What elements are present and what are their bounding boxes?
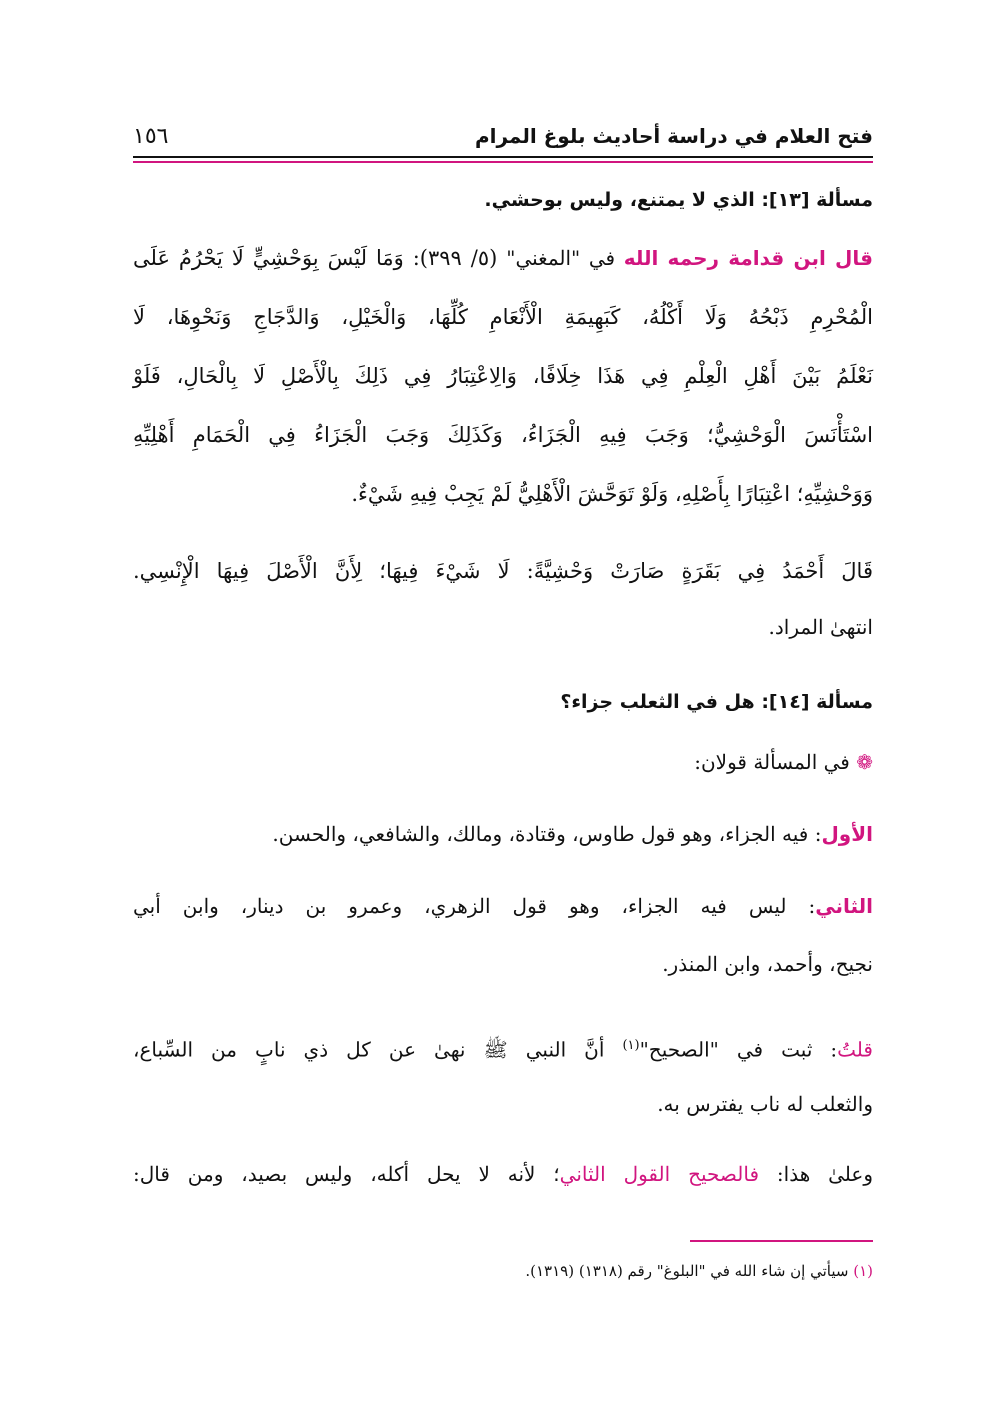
book-reference: "البلوغ" xyxy=(656,1262,706,1280)
footnote-text: رقم (١٣١٨) (١٣١٩). xyxy=(525,1262,657,1280)
conclusion xyxy=(133,1158,873,1190)
intro-text: في المسألة قولان: xyxy=(694,750,850,774)
text-fragment: ؛ لأنه لا يحل أكله، وليس بصيد، ومن قال: xyxy=(133,1162,560,1186)
text-fragment: وعلىٰ هذا: xyxy=(759,1162,874,1186)
page-header xyxy=(133,116,873,156)
first-opinion-label: الأول xyxy=(821,822,873,846)
footnote-rule xyxy=(690,1240,873,1242)
quote-line: قَالَ أَحْمَدُ فِي بَقَرَةٍ صَارَتْ وَحْشِيَّةً: لَا شَيْءَ فِيهَا؛ لِأَنَّ الْأَصْلَ فِيهَا الْإِنْسِي. xyxy=(133,559,873,583)
quote-line: وَوَحْشِيِّهِ؛ اعْتِبَارًا بِأَصْلِهِ، وَلَوْ تَوَحَّشَ الْأَهْلِيُّ لَمْ يَجِبْ فِيهِ شَيْءٌ. xyxy=(351,482,873,506)
second-opinion-label: الثاني xyxy=(815,894,873,918)
end-marker: انتهىٰ المراد. xyxy=(768,615,873,639)
author-name: قال ابن قدامة رحمه الله xyxy=(623,246,874,270)
second-opinion-cont: نجيح، وأحمد، وابن المنذر. xyxy=(662,952,873,976)
issue-14-heading: مسألة [١٤]: هل في الثعلب جزاء؟ xyxy=(560,691,873,713)
preferred-opinion: فالصحيح القول الثاني xyxy=(559,1162,760,1186)
footnote-text: سيأتي إن شاء الله في xyxy=(705,1262,854,1280)
author-view-cont: والثعلب له ناب يفترس به. xyxy=(657,1092,873,1116)
paragraph-line xyxy=(133,242,873,274)
text-fragment: في xyxy=(580,246,624,270)
book-reference: "المغني" xyxy=(506,246,581,270)
text-fragment: : ثبت في xyxy=(718,1037,838,1062)
issue-13-heading: مسألة [١٣]: الذي لا يمتنع، وليس بوحشي. xyxy=(484,189,873,211)
footnote-marker[interactable]: (١) xyxy=(622,1038,640,1053)
author-view xyxy=(133,1030,873,1066)
header-rule-pink xyxy=(133,161,873,163)
running-title: فتح العلام في دراسة أحاديث بلوغ المرام xyxy=(474,124,873,148)
second-opinion-text: : ليس فيه الجزاء، وهو قول الزهري، وعمرو بن دينار، وابن أبي xyxy=(133,894,816,918)
qult-label: قلتُ xyxy=(837,1037,873,1062)
footnote xyxy=(133,1258,873,1284)
flower-ornament-icon: ❁ xyxy=(856,750,873,774)
text-fragment: أنَّ النبي ﷺ نهىٰ عن كل ذي نابٍ من السِّباع، xyxy=(133,1037,623,1062)
quote-line: اسْتَأْنَسَ الْوَحْشِيُّ؛ وَجَبَ فِيهِ الْجَزَاءُ، وَكَذَلِكَ وَجَبَ الْجَزَاءُ فِي الْحَمَامِ أَهْلِيِّهِ xyxy=(133,423,873,447)
second-opinion xyxy=(133,890,873,922)
footnote-number: (١) xyxy=(853,1262,873,1280)
header-rule-black xyxy=(133,156,873,158)
quote-line: الْمُحْرِمِ ذَبْحُهُ وَلَا أَكْلُهُ، كَبَهِيمَةِ الْأَنْعَامِ كُلِّهَا، وَالْخَيْلِ، وَالدَّجَاجِ وَنَحْوِهَا، لَا xyxy=(133,305,873,329)
quote-line: نَعْلَمُ بَيْنَ أَهْلِ الْعِلْمِ فِي هَذَا خِلَافًا، وَالِاعْتِبَارُ فِي ذَلِكَ بِالْأَصْلِ لَا بِالْحَالِ، فَلَوْ xyxy=(133,364,873,388)
book-reference: "الصحيح" xyxy=(639,1037,719,1062)
first-opinion xyxy=(133,818,873,850)
page-number: ١٥٦ xyxy=(133,123,169,149)
first-opinion-text: : فيه الجزاء، وهو قول طاوس، وقتادة، ومالك، والشافعي، والحسن. xyxy=(272,822,822,846)
opinions-intro xyxy=(133,746,873,778)
quote-text: (٥/ ٣٩٩): وَمَا لَيْسَ بِوَحْشِيٍّ لَا يَحْرُمُ عَلَى xyxy=(133,246,507,270)
